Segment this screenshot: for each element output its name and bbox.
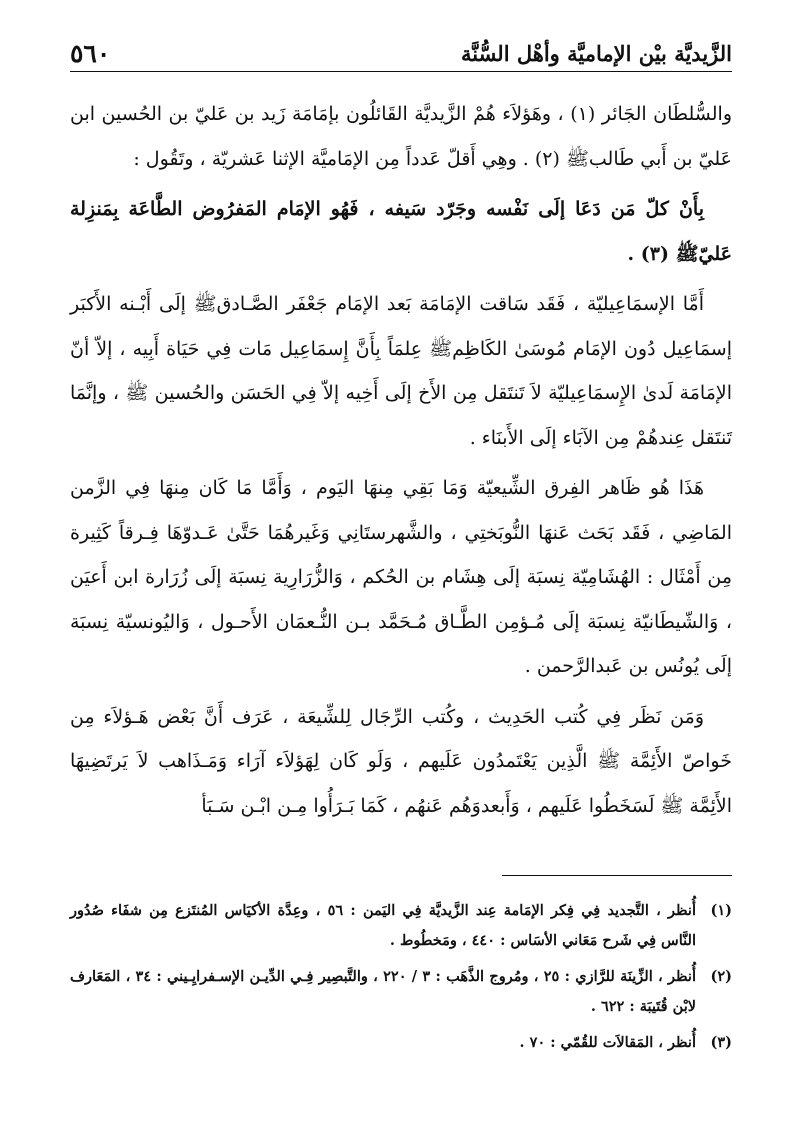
- paragraph-5: وَمَن نَظَر فِي كُتب الحَدِيث ، وكُتب الرِّجَال لِلشِّيعَة ، عَرَف أَنَّ بَعْض هَـؤلاَء مِن خَواصّ الأَئِمَّة ﷺ الَّذِين يَعْتَمدُون عَلَيهم ، وَلَو كَان لِهَؤلاَء آرَاء وَمَـذَاهب لاَ يَرتَضِيهَا الأَئِمَّة ﷺ لَسَخَطُوا عَلَيهم ، وَأَبعدوَهُم عَنهُم ، كَمَا بَـرَأُوا مِـن ابْـن سَـبَأ: [70, 705, 732, 817]
- footnotes: [70, 896, 732, 1064]
- paragraph-3: أَمَّا الإسمَاعِيليّة ، فَقَد سَاقت الإمَامَة بَعد الإمَام جَعْفَر الصَّـادقﷺ إلَى أَبْـنه الأَكبَر إسمَاعِيل دُون الإمَام مُوسَىٰ الكَاظِمﷺ عِلمَاً بِأَنَّ إِسمَاعِيل مَات فِي حَيَاة أَبِيه ، إلاّ أنّ الإمَامَة لَدىٰ الإِسمَاعِيليّة لاَ تَنتَقل مِن الأَخ إلَى أَخِيه إلاّ فِي الحَسَن والحُسين ﷺ ، وإنَّمَا تَنتَقل عِندهُمْ مِن الآبَاء إلَى الأَبنَاء .: [70, 293, 732, 449]
- footnote-number: (١): [710, 902, 732, 919]
- paragraph-1: والسُّلطَان الجَائر (١) ، وهَؤلاَء هُمْ الزَّيديَّة القَائلُون بإمَامَة زَيد بن عَليّ بن الحُسين ابن عَليّ بن أَبي طَالبﷺ (٢) . وهِي أَقلّ عَدداً مِن الإمَاميَّة الإثنا عَشريّة ، وتَقُول :: [70, 103, 732, 170]
- page-number: ٥٦٠: [70, 39, 111, 68]
- footnote-1: [70, 896, 732, 956]
- footnote-number: (٢): [710, 968, 732, 985]
- footnote-text: أُنظر ، التَّجديد فِي فِكر الإمَامة عِند الزَّيديَّة فِي اليَمن : ٥٦ ، وعِدَّة الأكيَاس المُنتَزع مِن شفَاء صُدُور النَّاس فِي شَرح مَعَاني الأسَاس : ٤٤٠ ، ومَخطُوط .: [70, 902, 696, 949]
- footnote-number: (٣): [710, 1034, 732, 1051]
- footnote-2: [70, 962, 732, 1022]
- footnote-text: أُنظر ، المَقالاَت للقُمّي : ٧٠ .: [519, 1034, 696, 1051]
- header-rule: [70, 71, 732, 72]
- paragraph-2: بِأَنْ كلّ مَن دَعَا إلَى نَفْسه وجَرّد سَيفه ، فَهُو الإمَام المَفرُوض الطَّاعَة بِمَنزِلة عَليّﷺ (٣) .: [70, 198, 732, 265]
- footnote-3: [70, 1028, 732, 1058]
- paragraph-4: هَذَا هُو ظَاهر الفِرق الشِّيعيّة وَمَا بَقِي مِنهَا اليَوم ، وَأَمَّا مَا كَان مِنهَا فِي الزَّمن المَاضِي ، فَقَد بَحَث عَنهَا النُّوبَختِي ، والشَّهرستَانِي وَغَيرهُمَا حَتَّىٰ عَـدوّهَا فِـرقاً كَثِيرة مِن أَمْثَال : الهُشَامِيّة نِسبَة إلَى هِشَام بن الحُكم ، وَالزُّرَارِية نِسبَة إلَى زُرَارة ابن أَعيَن ، وَالشّيطَانيّة نِسبَة إلَى مُـؤمِن الطَّـاق مُـحَمَّد بـن النُّـعمَان الأَحـول ، وَاليُونسيّة نِسبَة إلَى يُونُس بن عَبدالرَّحمن .: [70, 477, 732, 677]
- footnote-text: أُنظر ، الزِّينَة للرَّازي : ٢٥ ، ومُروج الذَّهَب : ٣ / ٢٢٠ ، والتَّبصِير فِـي الدِّيـن الإسـفرايِـيني : ٣٤ ، المَعَارف لابْن قُتَيبَة : ٦٢٢ .: [70, 968, 696, 1015]
- footnote-separator: [502, 875, 732, 876]
- running-title: الزَّيديَّة بيْن الإماميَّة وأهْل السُّنَّة: [460, 41, 732, 66]
- page-header: [70, 28, 732, 68]
- main-text: [70, 92, 732, 834]
